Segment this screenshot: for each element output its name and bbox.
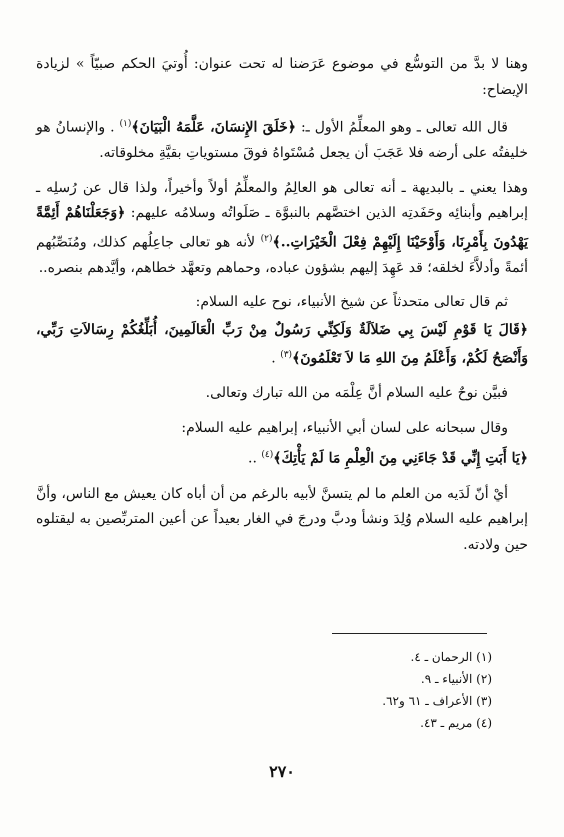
paragraph-8-suffix: .. <box>248 451 262 468</box>
footnote-ref-4: (٤) <box>261 450 274 461</box>
paragraph-2-suffix: . والإنسانُ هو خليفتُه على أرضه فلا عَجَبَ أن يجعل مُسْتَواهُ فوقَ مستوياتِ بقيَّةِ مخلوقاته. <box>36 119 528 162</box>
quran-verse-3: ﴿قَالَ يَا قَوْمِ لَيْسَ بِي ضَلاَلَةٌ وَلَكِنِّي رَسُولٌ مِنْ رَبِّ الْعَالَمِينَ، أُبَلِّغُكُمْ رِسَالاَتِ رَبِّي، وَأَنْصَحُ لَكُمْ، وَأَعْلَمُ مِنَ اللهِ مَا لاَ تَعْلَمُونَ﴾ <box>36 321 528 367</box>
paragraph-4: ثم قال تعالى متحدثاً عن شيخ الأنبياء، نوح عليه السلام: <box>195 294 508 311</box>
footnote-ref-1: (١) <box>119 119 132 129</box>
paragraph-8 <box>36 443 528 472</box>
paragraph-2-prefix: قال الله تعالى ـ وهو المعلِّمُ الأول ـ: <box>295 119 509 136</box>
paragraph-3-suffix: لأنه هو تعالى جاعِلُهم كذلك، ومُنَصِّبُهم أئمةً وأدلاَّءَ لخلقه؛ قد عَهِدَ إليهم بشؤون عباده، وحماهم وتعهَّد خطاهم، وأيَّدهم بنصره.. <box>36 234 528 276</box>
footnote-1: (١) الرحمان ـ ٤. <box>410 650 492 664</box>
footnote-divider <box>332 633 487 634</box>
paragraph-3 <box>36 176 528 282</box>
footnote-ref-2: (٢) <box>260 233 273 244</box>
paragraph-2 <box>36 112 528 167</box>
paragraph-6: فبيَّن نوحٌ عليه السلام أنَّ عِلْمَه من الله تبارك وتعالى. <box>205 385 508 402</box>
footnotes <box>382 646 492 734</box>
paragraph-9: أيْ أنّ لَدَيه من العلم ما لم يتسنَّ لأبيه بالرغم من أن أباه كان يعيش مع الناس، وأنَّ إبراهيم عليه السلام وُلِدَ ونشأ ودبَّ ودرجَ في الغار بعيداً عن أعين المتربِّصين به ليقتلوه حين ولادته. <box>36 485 528 553</box>
paragraph-5-suffix: . <box>271 350 281 367</box>
paragraph-1: وهنا لا بدَّ من التوسُّع في موضوع عَرَضنا له تحت عنوان: أُوتيَ الحكم صبيّاً » لزيادة الإيضاح: <box>36 56 528 98</box>
footnote-2: (٢) الأنبياء ـ ٩. <box>420 672 492 686</box>
paragraph-7: وقال سبحانه على لسان أبي الأنبياء، إبراهيم عليه السلام: <box>181 419 508 436</box>
footnote-4: (٤) مريم ـ ٤٣. <box>420 716 492 730</box>
quran-verse-4: ﴿يَا أَبَتِ إِنِّي قَدْ جَاءَنِي مِنَ الْعِلْمِ مَا لَمْ يَأْتِكَ﴾ <box>273 451 528 468</box>
quran-verse-2: ﴿وَجَعَلْنَاهُمْ أَئِمَّةً يَهْدُونَ بِأَمْرِنَا، وَأَوْحَيْنَا إِلَيْهِمْ فِعْلَ الْخَيْرَاتِ..﴾ <box>36 205 528 251</box>
quran-verse-1: ﴿خَلَقَ الإِنسَانَ، عَلَّمَهُ الْبَيَانَ﴾ <box>131 119 296 136</box>
page-number: ٢٧٠ <box>269 762 295 781</box>
footnote-ref-3: (٣) <box>280 350 293 361</box>
paragraph-5 <box>36 318 528 373</box>
paragraph-3-prefix: وهذا يعني ـ بالبديهة ـ أنه تعالى هو العالِمُ والمعلِّمُ أولاً وأخيراً، ولذا قال عن رُسلِه ـ إبراهيم وأبنائِه وحَفَدتِه الذين اختصَّهم بالنبوَّة ـ صَلَواتُه وسلامُه عليهم: <box>36 179 528 222</box>
main-text <box>36 52 528 567</box>
footnote-3: (٣) الأعراف ـ ٦١ و٦٢. <box>382 694 492 708</box>
